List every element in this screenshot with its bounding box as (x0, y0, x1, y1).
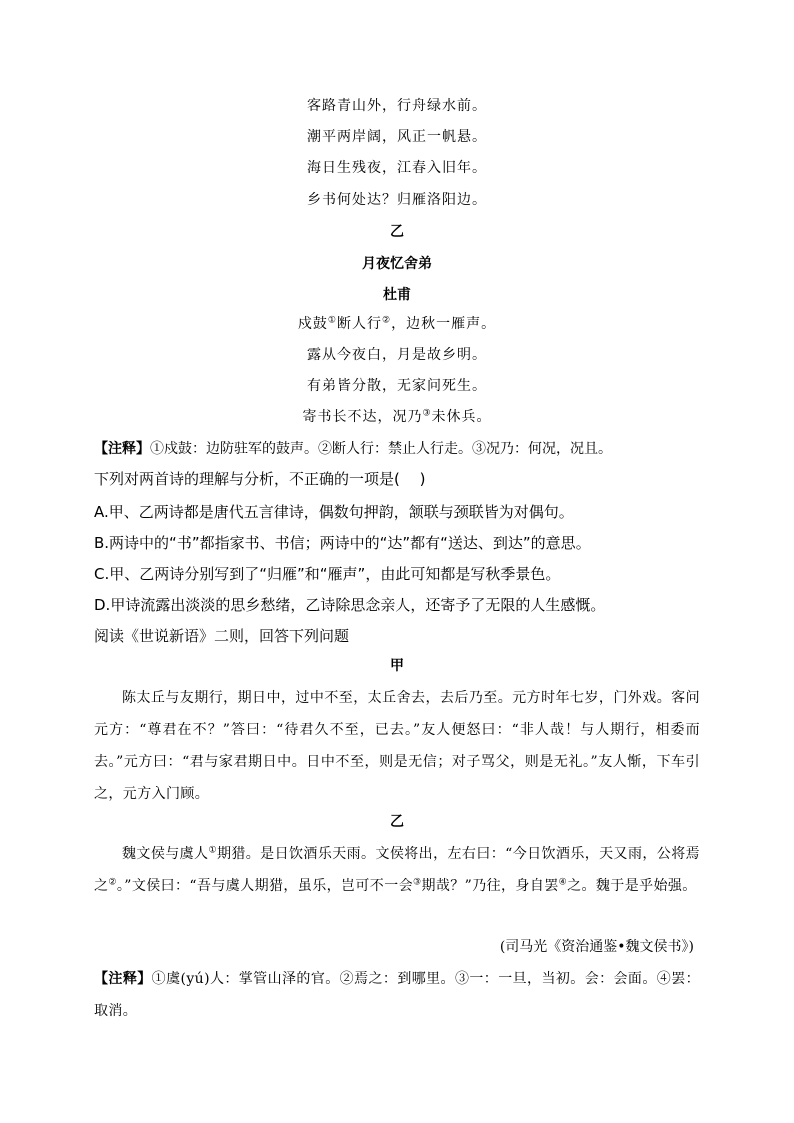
passage-yi-text (94, 838, 700, 902)
poem-jia-line-3: 海日生残夜，江春入旧年。 (307, 160, 487, 176)
poem-yi-line1-a: 戍鼓 (297, 316, 328, 332)
passage-yi-e: 之。魏于是乎始强。 (567, 878, 697, 894)
poem-notes (94, 439, 700, 459)
passage-yi-d: 期哉？”乃往，身自罢 (421, 878, 559, 894)
passage-yi-marker: 乙 (390, 814, 404, 830)
passage-jia-text: 陈太丘与友期行，期日中，过中不至，太丘舍去，去后乃至。元方时年七岁，门外戏。客问元方：“尊君在不？”答曰：“待君久不至，已去。”友人便怒曰：“非人哉！与人期行，相委而去。”元方曰：“君与家君期日中。日中不至，则是无信；对子骂父，则是无礼。”友人惭，下车引之，元方入门顾。 (94, 690, 700, 802)
poem-jia-line-4: 乡书何处达？归雁洛阳边。 (307, 192, 487, 208)
option-d: D.甲诗流露出淡淡的思乡愁绪，乙诗除思念亲人，还寄予了无限的人生感慨。 (94, 596, 606, 614)
poem-jia-line-2: 潮平两岸阔，风正一帆悬。 (307, 129, 487, 145)
passage-jia-marker: 甲 (390, 658, 404, 674)
notes-text: ①戍鼓：边防驻军的鼓声。②断人行：禁止人行走。③况乃：何况，况且。 (150, 441, 612, 457)
option-a: A.甲、乙两诗都是唐代五言律诗，偶数句押韵，颔联与颈联皆为对偶句。 (94, 503, 574, 521)
reading-notes (94, 963, 700, 1027)
option-b: B.两诗中的“书”都指家书、书信；两诗中的“达”都有“送达、到达”的意思。 (94, 534, 591, 552)
source-citation: (司马光《资治通鉴•魏文侯书》) (499, 939, 694, 955)
notes-text: ①虞(yú)人：掌管山泽的官。②焉之：到哪里。③一：一旦，当初。会：会面。④罢：取消。 (94, 971, 700, 1019)
question-stem: 下列对两首诗的理解与分析，不正确的一项是( ) (94, 470, 426, 488)
footnote-mark: ① (208, 845, 217, 856)
poem-yi-line-2: 露从今夜白，月是故乡明。 (307, 347, 487, 363)
poem-yi-author: 杜甫 (383, 287, 411, 303)
footnote-mark: ④ (558, 877, 568, 888)
poem-yi-title: 月夜忆舍弟 (362, 256, 432, 272)
passage-yi-c: 。”文侯曰：“吾与虞人期猎，虽乐，岂可不一会 (116, 878, 413, 894)
passage-yi-a: 魏文侯与虞人 (122, 846, 209, 862)
footnote-mark: ② (108, 877, 117, 888)
poem-yi-line-3: 有弟皆分散，无家问死生。 (307, 378, 487, 394)
poem-yi-line-1 (94, 314, 700, 334)
poem-yi-line4-a: 寄书长不达，况乃 (302, 409, 423, 425)
notes-label: 【注释】 (94, 971, 152, 987)
poem-yi-line-4 (94, 407, 700, 427)
poem-jia-line-1: 客路青山外，行舟绿水前。 (307, 98, 487, 114)
footnote-mark: ② (382, 315, 392, 326)
poem-yi-line1-c: ，边秋一雁声。 (391, 316, 497, 332)
reading-intro: 阅读《世说新语》二则，回答下列问题 (94, 627, 350, 645)
footnote-mark: ③ (422, 408, 432, 419)
poem-yi-line1-b: 断人行 (337, 316, 382, 332)
option-c: C.甲、乙两诗分别写到了“归雁”和“雁声”，由此可知都是写秋季景色。 (94, 565, 561, 583)
notes-label: 【注释】 (94, 441, 150, 457)
footnote-mark: ③ (413, 877, 422, 888)
poem-yi-line4-b: 未休兵。 (431, 409, 492, 425)
poem-yi-marker: 乙 (390, 224, 404, 240)
passage-yi-b: 期猎。是日饮酒乐天雨。文侯将出，左右曰：“今日饮酒乐，天又雨，公将焉之 (94, 846, 701, 894)
footnote-mark: ① (327, 315, 337, 326)
